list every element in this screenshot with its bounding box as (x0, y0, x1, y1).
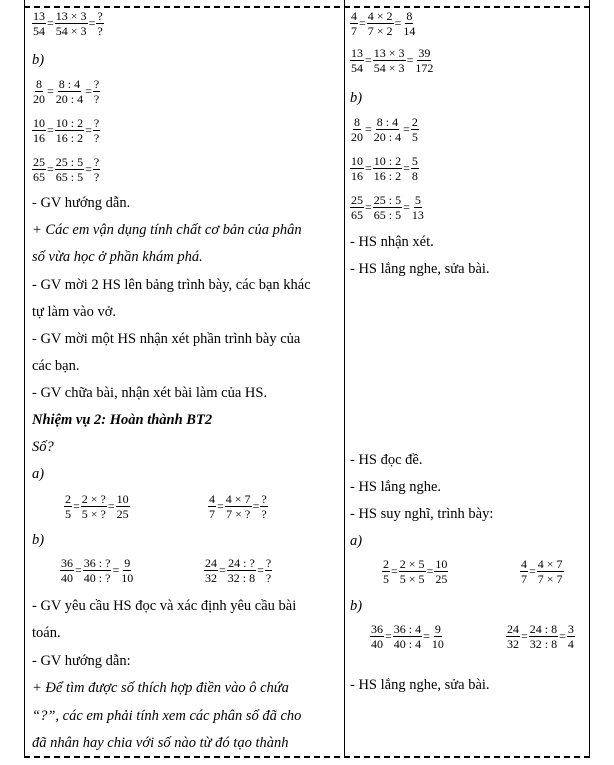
equals-sign: = (217, 499, 224, 513)
denominator: 16 : 2 (55, 131, 84, 145)
denominator: ? (265, 571, 272, 585)
equals-sign: = (47, 123, 54, 137)
fraction-equation (350, 194, 425, 221)
numerator: 25 : 5 (373, 193, 402, 207)
numerator: 10 (351, 154, 363, 168)
numerator: 36 (61, 556, 73, 570)
equals-sign: = (257, 563, 264, 577)
numerator: 4 × 7 (225, 492, 251, 506)
fraction (402, 10, 416, 37)
equals-sign: = (73, 499, 80, 513)
lesson-table (24, 0, 590, 761)
fraction (537, 558, 564, 585)
numerator: 4 (521, 558, 527, 571)
fraction (373, 47, 406, 74)
equals-sign: = (403, 200, 410, 214)
denominator: 20 : 4 (373, 130, 402, 144)
fraction (93, 117, 100, 144)
equals-sign: = (403, 161, 410, 175)
equals-sign: = (365, 53, 372, 67)
numerator: 8 : 4 (58, 77, 81, 91)
equals-sign: = (359, 16, 366, 30)
fraction-equation (64, 493, 130, 520)
denominator: 40 : ? (83, 571, 111, 585)
denominator: 16 (33, 131, 45, 145)
table-bottom-border (24, 756, 590, 758)
fraction (265, 557, 272, 584)
fraction (350, 155, 364, 182)
table-left-border (24, 0, 25, 757)
denominator: 40 (371, 637, 383, 651)
fraction-equation (32, 78, 100, 105)
fraction-equation (350, 47, 434, 74)
equals-sign: = (75, 563, 82, 577)
fraction (529, 623, 558, 650)
part-label: a) (350, 533, 363, 549)
denominator: 25 (116, 507, 129, 521)
denominator: 65 (351, 208, 363, 222)
denominator: 8 (411, 169, 418, 183)
denominator: 20 (351, 130, 363, 144)
hint-text: + Để tìm được số thích hợp điền vào ô chứa (32, 680, 289, 696)
fraction-equation (506, 623, 575, 650)
hint-text: đã nhân hay chia với số nào từ đó tạo thành (32, 735, 289, 751)
numerator: 24 (205, 556, 217, 570)
denominator: 40 (61, 571, 73, 585)
numerator: 3 (567, 623, 574, 636)
fraction (93, 78, 100, 105)
response-text: - HS lắng nghe, sửa bài. (350, 261, 490, 277)
instruction-text: toán. (32, 625, 61, 641)
fraction (350, 194, 364, 221)
denominator: 54 × 3 (373, 61, 405, 75)
denominator: 32 : 8 (529, 637, 558, 651)
fraction (116, 493, 130, 520)
fraction (506, 623, 520, 650)
denominator: 40 : 4 (393, 637, 422, 651)
numerator: 24 : 8 (529, 623, 558, 636)
part-label: b) (350, 598, 363, 614)
equals-sign: = (403, 122, 410, 136)
denominator: 5 (411, 130, 418, 144)
numerator: 2 (383, 557, 389, 571)
numerator: 25 : 5 (55, 155, 84, 169)
fraction (32, 78, 46, 105)
part-label: a) (32, 466, 45, 482)
part-label: b) (32, 532, 45, 548)
hint-text: số vừa học ở phần khám phá. (32, 249, 203, 265)
equals-sign: = (394, 16, 402, 30)
denominator: 7 × 7 (537, 572, 563, 586)
numerator: ? (265, 556, 272, 570)
numerator: 8 (354, 115, 360, 129)
fraction-equation (370, 623, 445, 650)
fraction (55, 78, 84, 105)
fraction (567, 623, 575, 650)
fraction (373, 194, 402, 221)
equals-sign: = (47, 162, 54, 176)
fraction (60, 557, 74, 584)
denominator: 54 (33, 24, 45, 38)
response-text: - HS lắng nghe. (350, 479, 442, 495)
equals-sign: = (47, 84, 54, 98)
fraction (434, 558, 448, 585)
fraction (399, 558, 426, 585)
denominator: 5 × ? (81, 507, 106, 521)
numerator: 24 (507, 623, 519, 636)
numerator: ? (93, 116, 100, 130)
denominator: 7 (521, 572, 527, 586)
fraction-equation (204, 557, 272, 584)
denominator: 7 (351, 24, 357, 38)
numerator: 13 (33, 9, 45, 23)
fraction (32, 117, 46, 144)
numerator: 36 : ? (83, 556, 111, 570)
equals-sign: = (423, 629, 430, 643)
denominator: 54 × 3 (55, 24, 87, 38)
denominator: ? (93, 92, 100, 106)
response-text: - HS suy nghĩ, trình bày: (350, 506, 494, 522)
equals-sign: = (85, 123, 92, 137)
numerator: ? (93, 77, 100, 91)
equals-sign: = (385, 629, 392, 643)
denominator: 14 (403, 24, 416, 38)
table-column-divider (344, 0, 345, 757)
instruction-text: - GV hướng dẫn: (32, 653, 131, 669)
numerator: 13 (351, 46, 363, 60)
instruction-text: - GV chữa bài, nhận xét bài làm của HS. (32, 385, 268, 401)
fraction (204, 557, 218, 584)
instruction-text: tự làm vào vở. (32, 304, 116, 320)
fraction-equation (32, 156, 100, 183)
instruction-text: - GV hướng dẫn. (32, 195, 131, 211)
fraction (208, 493, 216, 520)
denominator: ? (97, 24, 103, 38)
numerator: 2 × ? (81, 492, 106, 506)
denominator: 4 (567, 637, 574, 651)
denominator: 54 (351, 61, 363, 75)
equals-sign: = (107, 499, 115, 513)
denominator: 20 (33, 92, 45, 106)
instruction-text: - GV mời 2 HS lên bảng trình bày, các bạn khác (32, 277, 311, 293)
fraction (93, 156, 100, 183)
denominator: 32 (205, 571, 217, 585)
numerator: 2 × 5 (399, 557, 425, 571)
fraction (411, 155, 419, 182)
fraction (55, 117, 84, 144)
numerator: 9 (434, 622, 441, 636)
fraction-equation (32, 117, 100, 144)
fraction (370, 623, 384, 650)
numerator: 8 (406, 9, 413, 23)
numerator: 36 : 4 (393, 622, 422, 636)
equals-sign: = (85, 162, 92, 176)
numerator: 4 (209, 492, 215, 506)
fraction (350, 47, 364, 74)
denominator: 7 × ? (226, 507, 251, 521)
numerator: 8 (36, 77, 42, 91)
response-text: - HS nhận xét. (350, 234, 434, 250)
numerator: 25 (33, 155, 45, 169)
denominator: 65 (33, 170, 45, 184)
fraction (367, 10, 394, 37)
response-text: - HS đọc đề. (350, 452, 423, 468)
fraction (260, 493, 267, 520)
part-label: b) (350, 90, 363, 106)
numerator: 24 : ? (228, 556, 255, 570)
fraction (393, 623, 422, 650)
equals-sign: = (365, 161, 372, 175)
fraction (414, 47, 434, 74)
denominator: 16 (351, 169, 363, 183)
numerator: 13 × 3 (55, 9, 87, 23)
equals-sign: = (406, 53, 414, 67)
equals-sign: = (219, 563, 226, 577)
fraction-equation (350, 116, 419, 143)
fraction (64, 493, 72, 520)
numerator: 39 (418, 46, 431, 60)
clipped-equation-wrapper (520, 558, 583, 588)
equals-sign: = (112, 563, 120, 577)
numerator: 10 (116, 492, 129, 506)
task-heading: Nhiệm vụ 2: Hoàn thành BT2 (32, 412, 213, 428)
denominator: 25 (435, 572, 448, 586)
numerator: 10 : 2 (373, 154, 402, 168)
denominator: 7 × 2 (367, 24, 393, 38)
numerator: 10 : 2 (55, 116, 84, 130)
denominator: ? (93, 170, 100, 184)
denominator: 5 (383, 572, 389, 586)
hint-text: “?”, các em phải tính xem các phân số đã cho (32, 708, 302, 724)
fraction (81, 493, 107, 520)
instruction-text: các bạn. (32, 358, 80, 374)
equals-sign: = (85, 84, 92, 98)
fraction (350, 116, 364, 143)
denominator: 16 : 2 (373, 169, 402, 183)
equals-sign: = (521, 629, 528, 643)
table-top-border (24, 6, 590, 8)
denominator: 32 (507, 637, 519, 651)
denominator: 10 (431, 637, 444, 651)
numerator: ? (261, 492, 267, 506)
clipped-equation-wrapper (506, 623, 583, 653)
denominator: 65 : 5 (55, 170, 84, 184)
instruction-text: - GV mời một HS nhận xét phần trình bày của (32, 331, 301, 347)
equals-sign: = (391, 564, 398, 578)
equals-sign: = (47, 16, 54, 30)
denominator: ? (261, 507, 267, 521)
instruction-text: - GV yêu cầu HS đọc và xác định yêu cầu bài (32, 598, 297, 614)
denominator: ? (93, 131, 100, 145)
equals-sign: = (365, 122, 372, 136)
numerator: 5 (414, 193, 421, 207)
fraction (520, 558, 528, 585)
numerator: 4 × 7 (537, 558, 563, 571)
denominator: 5 × 5 (399, 572, 425, 586)
fraction (411, 116, 419, 143)
denominator: 5 (65, 507, 71, 521)
denominator: 7 (209, 507, 215, 521)
numerator: 25 (351, 193, 363, 207)
fraction (83, 557, 112, 584)
denominator: 172 (415, 61, 434, 75)
fraction (411, 194, 425, 221)
fraction (55, 10, 88, 37)
fraction-equation (520, 558, 564, 585)
fraction (431, 623, 445, 650)
fraction-equation (382, 558, 448, 585)
fraction-equation (350, 155, 419, 182)
numerator: 2 (65, 492, 71, 506)
numerator: 4 (351, 9, 357, 23)
equals-sign: = (529, 564, 536, 578)
table-right-border (589, 0, 590, 757)
fraction (96, 10, 103, 37)
denominator: 65 : 5 (373, 208, 402, 222)
fraction (120, 557, 134, 584)
equals-sign: = (426, 564, 434, 578)
denominator: 13 (411, 208, 424, 222)
fraction (382, 558, 390, 585)
numerator: ? (93, 155, 100, 169)
fraction (350, 10, 358, 37)
fraction (373, 116, 402, 143)
numerator: 2 (411, 115, 418, 129)
equals-sign: = (559, 629, 566, 643)
fraction (373, 155, 402, 182)
exercise-prompt: Số? (32, 439, 54, 455)
numerator: 9 (124, 556, 131, 570)
numerator: ? (97, 9, 103, 23)
fraction-equation (32, 10, 104, 37)
numerator: 8 : 4 (376, 115, 399, 129)
hint-text: + Các em vận dụng tính chất cơ bản của phân (32, 222, 302, 238)
numerator: 13 × 3 (373, 46, 405, 60)
numerator: 5 (411, 154, 418, 168)
denominator: 10 (121, 571, 134, 585)
denominator: 32 : 8 (227, 571, 256, 585)
equals-sign: = (88, 16, 96, 30)
fraction (227, 557, 256, 584)
numerator: 36 (371, 622, 383, 636)
fraction-equation (208, 493, 268, 520)
fraction-equation (60, 557, 134, 584)
numerator: 10 (435, 557, 448, 571)
numerator: 4 × 2 (367, 9, 393, 23)
fraction (225, 493, 252, 520)
fraction (32, 10, 46, 37)
numerator: 10 (33, 116, 45, 130)
fraction-equation (350, 10, 416, 37)
fraction (32, 156, 46, 183)
response-text: - HS lắng nghe, sửa bài. (350, 677, 490, 693)
part-label: b) (32, 52, 45, 68)
equals-sign: = (365, 200, 372, 214)
fraction (55, 156, 84, 183)
denominator: 20 : 4 (55, 92, 84, 106)
equals-sign: = (252, 499, 260, 513)
